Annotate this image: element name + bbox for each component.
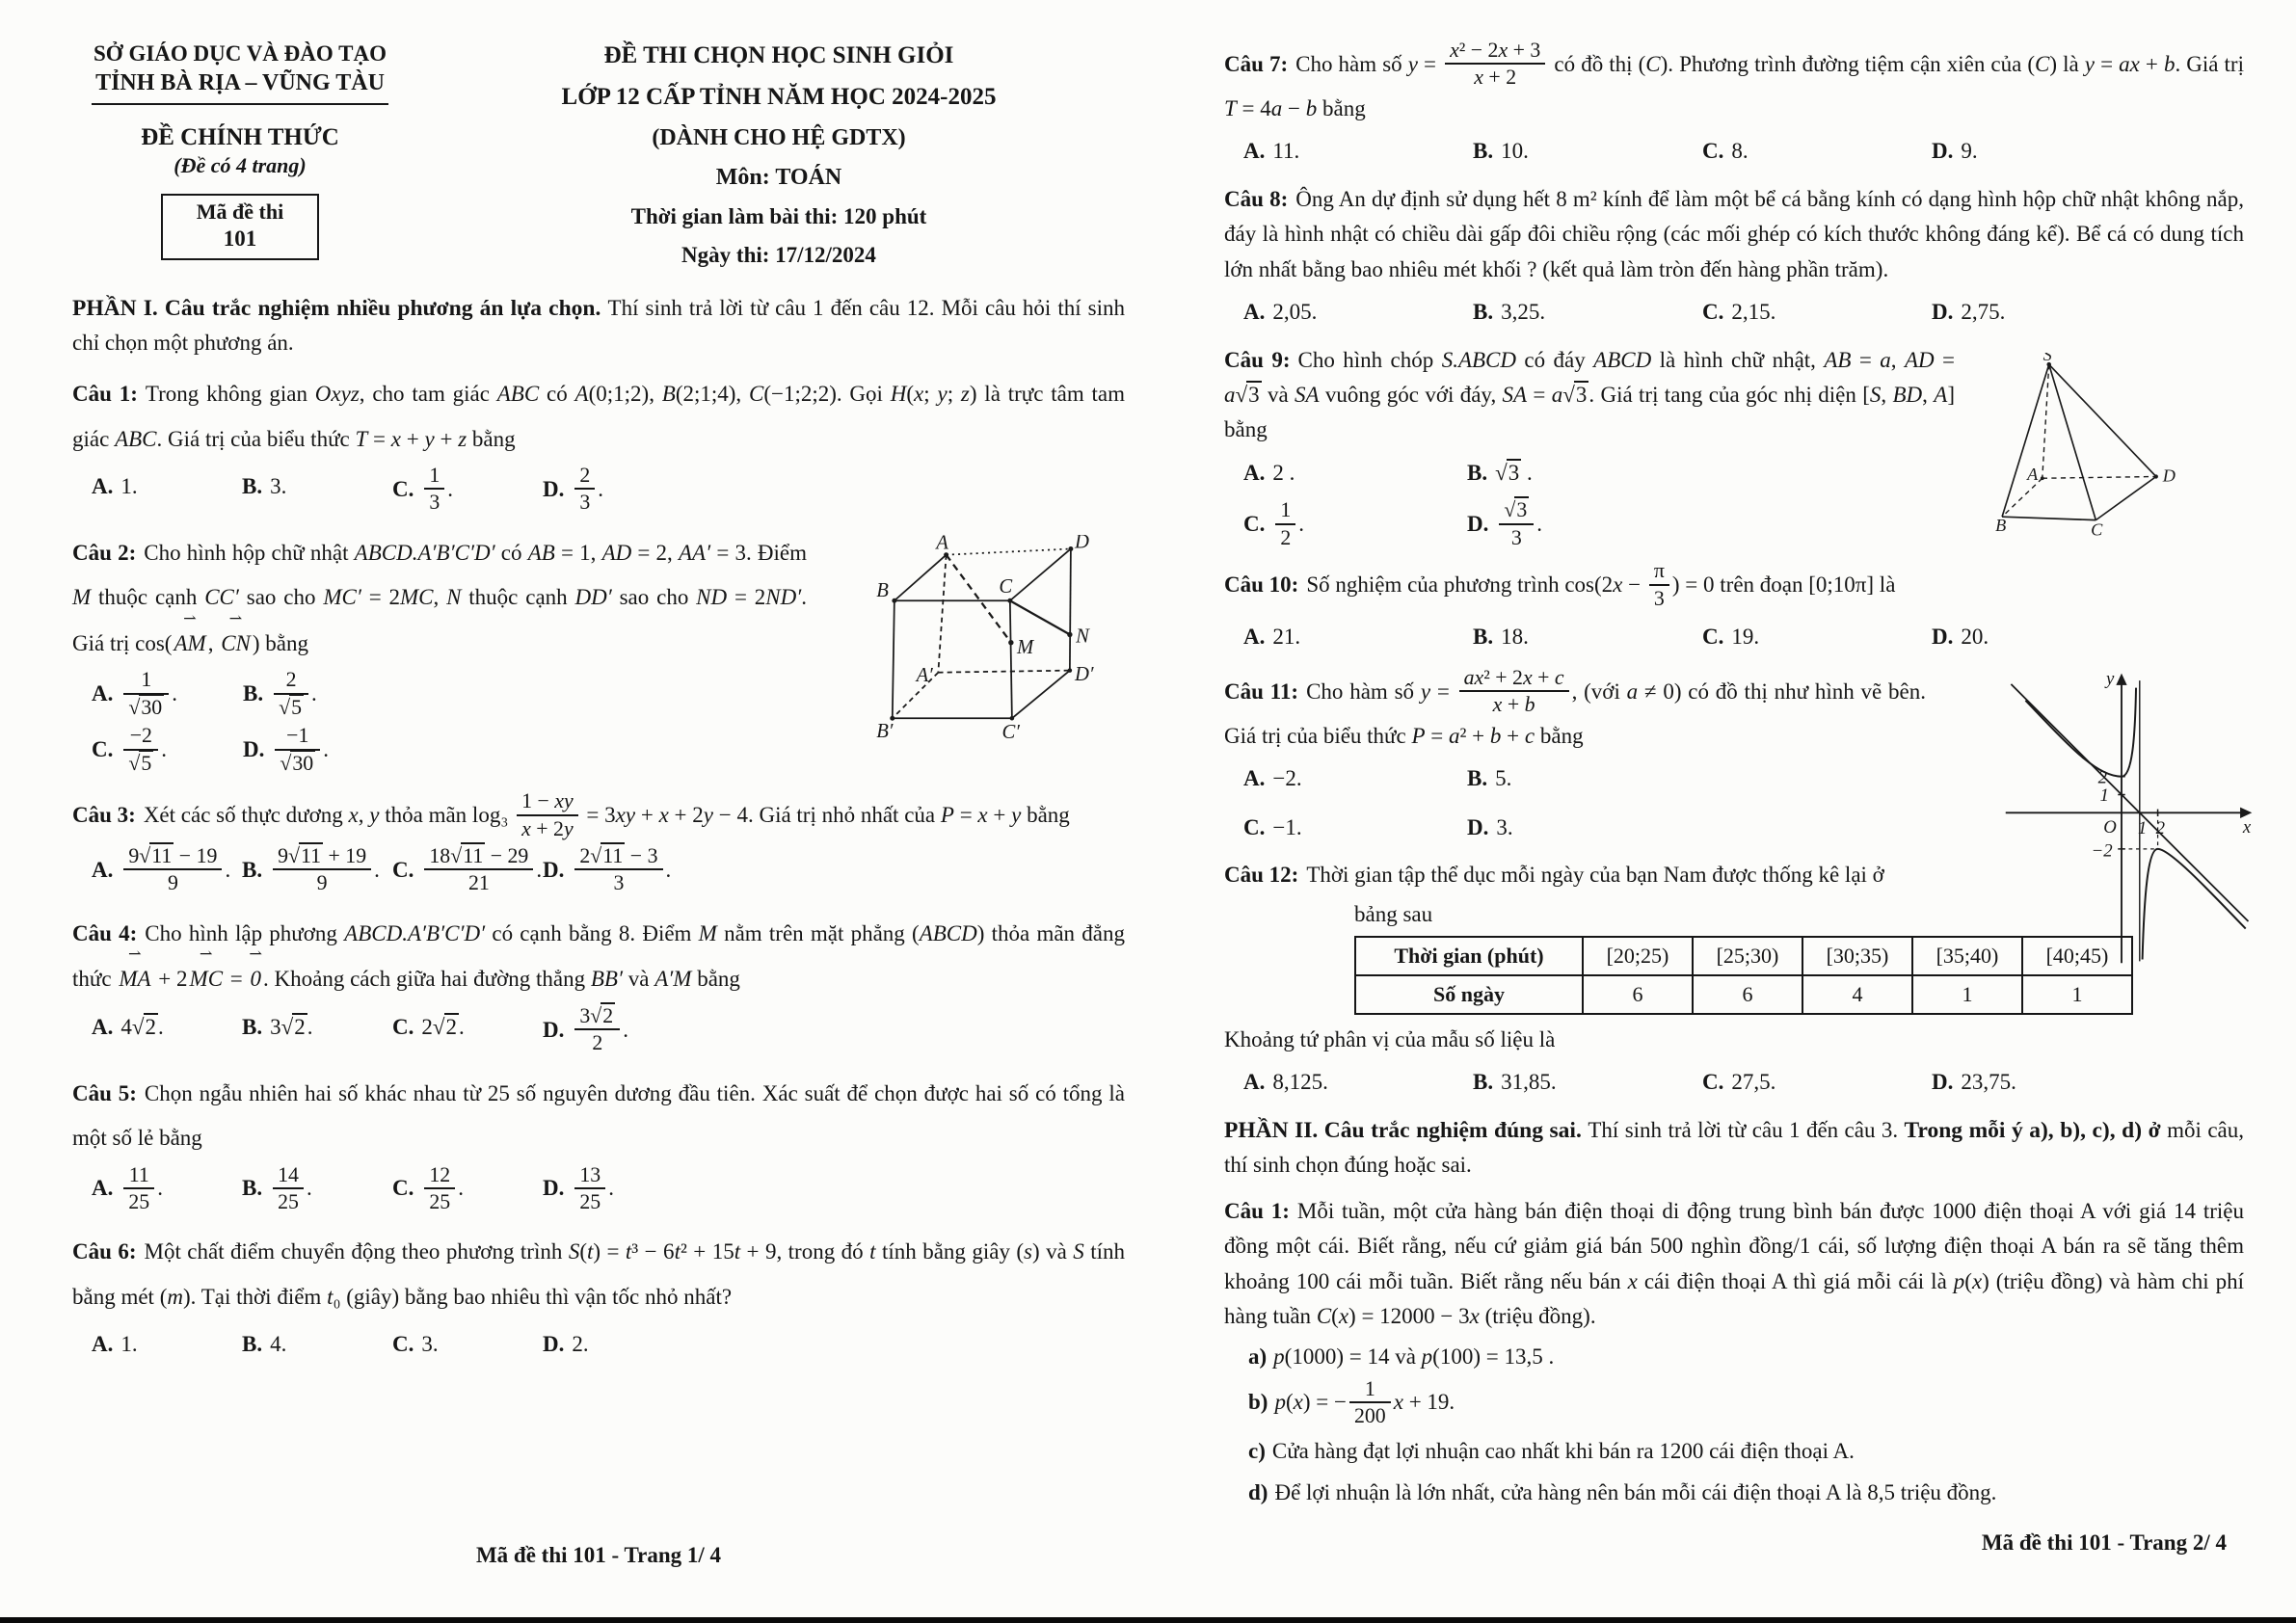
question-4-label: Câu 4: xyxy=(72,920,138,945)
q7-option-a xyxy=(1243,130,1473,173)
question-4-options xyxy=(72,1003,1125,1057)
exam-subject: Môn: TOÁN xyxy=(715,165,842,190)
pyramid-vertices xyxy=(2041,361,2158,479)
q4-option-c-value: 2√2. xyxy=(421,1014,465,1039)
q7-option-c-value: 8. xyxy=(1731,139,1749,164)
q11-option-a-key: A. xyxy=(1243,766,1266,790)
frequency-table xyxy=(1354,936,2133,1015)
question-7 xyxy=(1224,40,2244,173)
pyramid-labels xyxy=(1995,353,2176,537)
question-9 xyxy=(1224,343,2244,552)
q4-option-c-key: C. xyxy=(392,1014,414,1039)
pyramid-label-a: A xyxy=(2027,464,2039,484)
q7-option-b xyxy=(1473,130,1702,173)
page1-header xyxy=(72,40,1125,268)
q8-option-b-value: 3,25. xyxy=(1501,299,1546,324)
table-cell: [35;40) xyxy=(1912,937,2022,975)
q4-option-b-key: B. xyxy=(242,1014,263,1039)
part2-q1-item-c-key: c) xyxy=(1248,1439,1266,1464)
q5-option-a-value: $\frac{11}{25}$ . xyxy=(120,1176,163,1200)
question-11-body: Cho hàm số y = $\frac{\text{ax² + 2x + c}}{x + b}$ , (với a ≠ 0) có đồ thị như hình vẽ bên. Giá trị của biểu thức P = a² + b + c bằng xyxy=(1224,665,1926,748)
q5-option-a xyxy=(92,1162,242,1216)
q10-option-d xyxy=(1932,616,2161,658)
part2-question-1-text xyxy=(1224,1194,2244,1334)
q4-option-b-value: 3√2. xyxy=(270,1014,313,1039)
part1-heading-rest: Thí sinh trả lời từ câu 1 đến câu 12. Mỗi câu hỏi thí sinh chỉ chọn một phương án. xyxy=(72,296,1126,356)
question-10-label: Câu 10: xyxy=(1224,572,1299,597)
q2-option-d xyxy=(243,726,394,777)
q10-option-b-value: 18. xyxy=(1501,625,1529,650)
q2-option-b xyxy=(243,670,394,721)
table-cell: Số ngày xyxy=(1355,975,1583,1014)
part2-q1-item-d-key: d) xyxy=(1248,1479,1268,1504)
q5-option-b xyxy=(242,1162,392,1216)
table-cell: 1 xyxy=(1912,975,2022,1014)
q10-option-b xyxy=(1473,616,1702,658)
question-12-intro2: bảng sau xyxy=(1354,901,1433,926)
q10-option-d-key: D. xyxy=(1932,625,1954,650)
question-1-label: Câu 1: xyxy=(72,382,138,407)
question-9-body: Cho hình chóp S.ABCD có đáy ABCD là hình chữ nhật, AB = a, AD = a√3 và SA vuông góc với đáy, SA = a√3. Giá trị tang của góc nhị diện [S, BD, A] bằng xyxy=(1224,347,1955,442)
q6-option-c xyxy=(392,1323,543,1366)
page-2 xyxy=(1224,39,2252,1521)
q2-option-c-key: C. xyxy=(92,736,114,761)
q5-option-b-value: $\frac{14}{25}$ . xyxy=(270,1176,312,1200)
q11-option-d-key: D. xyxy=(1467,814,1489,839)
cuboid-label-b: B xyxy=(876,579,889,601)
exam-code-box xyxy=(161,194,319,260)
q3-option-a xyxy=(92,843,242,897)
question-2-options xyxy=(72,670,419,777)
question-6-label: Câu 6: xyxy=(72,1239,137,1264)
q8-option-d-key: D. xyxy=(1932,299,1954,324)
q9-option-c-value: $\frac{1}{2}$ . xyxy=(1272,512,1304,536)
q5-option-d-key: D. xyxy=(543,1176,565,1201)
q7-option-b-key: B. xyxy=(1473,139,1494,164)
q10-option-c xyxy=(1702,616,1932,658)
question-10 xyxy=(1224,561,2244,658)
exam-date: Ngày thi: 17/12/2024 xyxy=(681,243,876,267)
cuboid-label-m: M xyxy=(1017,636,1034,658)
question-5-body: Chọn ngẫu nhiên hai số khác nhau từ 25 số nguyên dương đầu tiên. Xác suất để chọn được hai số có tổng là một số lẻ bằng xyxy=(72,1080,1125,1151)
q12-option-d-key: D. xyxy=(1932,1070,1954,1095)
q4-option-a-key: A. xyxy=(92,1014,114,1039)
cuboid-vertices xyxy=(890,546,1073,721)
q12-option-b xyxy=(1473,1061,1702,1104)
table-cell: [30;35) xyxy=(1802,937,1912,975)
pages-note: (Đề có 4 trang) xyxy=(174,152,307,177)
graph-tick-y2: 2 xyxy=(2097,767,2107,788)
question-10-body: Số nghiệm của phương trình cos(2x − $\frac{\pi}{3}$ ) = 0 trên đoạn [0;10π] là xyxy=(1306,559,1896,610)
q10-option-c-value: 19. xyxy=(1731,625,1760,650)
q2-option-d-value: $\frac{-1}{√30}$ . xyxy=(272,737,329,761)
part2-question-1-label: Câu 1: xyxy=(1224,1199,1290,1224)
graph-label-o: O xyxy=(2103,816,2117,838)
q4-option-d xyxy=(543,1003,693,1057)
q9-option-d-value: $\frac{√3}{3}$ . xyxy=(1496,512,1542,536)
pyramid-label-c: C xyxy=(2091,519,2103,537)
question-12-options xyxy=(1224,1061,2244,1104)
part2-q1-item-a-text: p(1000) = 14 và p(100) = 13,5 . xyxy=(1273,1344,1555,1370)
issuer-line1: SỞ GIÁO DỤC VÀ ĐÀO TẠO xyxy=(93,41,387,66)
q12-option-c-value: 27,5. xyxy=(1731,1070,1776,1095)
q6-option-b-value: 4. xyxy=(270,1332,287,1357)
question-11-label: Câu 11: xyxy=(1224,678,1299,704)
q11-option-d xyxy=(1467,807,1691,849)
q4-option-b xyxy=(242,1006,392,1057)
q9-option-a-value: 2 . xyxy=(1272,460,1295,485)
graph-tick-x1: 1 xyxy=(2137,817,2148,838)
official-exam-label: ĐỀ CHÍNH THỨC xyxy=(141,123,339,150)
q8-option-d xyxy=(1932,291,2161,333)
q1-option-d xyxy=(543,463,693,517)
question-6-text xyxy=(72,1230,1125,1319)
q2-option-a xyxy=(92,670,243,721)
part2-question-1-body: Mỗi tuần, một cửa hàng bán điện thoại di động trung bình bán được 1000 điện thoại A với giá 14 triệu đồng một cái. Biết rằng, nếu cứ giảm giá bán 500 nghìn đồng/1 cái, số lượng điện thoại A bán ra sẽ tăng thêm khoảng 100 cái mỗi tuần. Biết rằng nếu bán x cái điện thoại A thì giá mỗi cái là p(x) (triệu đồng) và hàm chi phí hàng tuần C(x) = 12000 − 3x (triệu đồng). xyxy=(1224,1199,2244,1329)
question-8-text xyxy=(1224,182,2244,287)
q12-option-d-value: 23,75. xyxy=(1961,1070,2016,1095)
part2-q1-item-c xyxy=(1224,1432,2244,1470)
q12-option-c-key: C. xyxy=(1702,1070,1724,1095)
question-5 xyxy=(72,1072,1125,1216)
q3-option-a-key: A. xyxy=(92,857,114,882)
q1-option-d-key: D. xyxy=(543,476,565,501)
q3-option-c xyxy=(392,843,543,897)
q3-option-d-value: $\frac{2√11 - 3}{3}$ . xyxy=(572,858,671,882)
exam-title-block xyxy=(433,40,1125,268)
q8-option-b xyxy=(1473,291,1702,333)
table-cell: 6 xyxy=(1693,975,1802,1014)
q8-option-a xyxy=(1243,291,1473,333)
q1-option-a xyxy=(92,466,242,517)
part2-heading-bold2: Trong mỗi ý a), b), c), d) ở xyxy=(1904,1118,2168,1144)
q12-option-a-key: A. xyxy=(1243,1070,1266,1095)
q9-option-b-key: B. xyxy=(1467,460,1488,485)
graph-label-x: x xyxy=(2242,816,2252,838)
question-4-text xyxy=(72,912,1125,1002)
q1-option-c-key: C. xyxy=(392,476,414,501)
q2-option-a-value: $\frac{1}{√30}$ . xyxy=(120,681,177,705)
q6-option-d-value: 2. xyxy=(572,1332,589,1357)
question-7-options xyxy=(1224,130,2244,173)
question-4 xyxy=(72,912,1125,1057)
question-3-options xyxy=(72,843,1125,897)
question-12-text xyxy=(1224,858,2244,892)
cuboid-label-c: C xyxy=(999,575,1013,598)
issuer-underlined: TỈNH BÀ RỊA – VŨNG TÀU xyxy=(92,68,388,105)
q7-option-d-value: 9. xyxy=(1961,139,1978,164)
q9-option-d xyxy=(1467,500,1691,551)
q11-option-d-value: 3. xyxy=(1496,814,1513,839)
graph-tick-x2: 2 xyxy=(2155,817,2166,838)
q6-option-b xyxy=(242,1323,392,1366)
part2-q1-item-d xyxy=(1224,1474,2244,1511)
q1-option-c-value: $\frac{1}{3}$ . xyxy=(421,477,453,501)
q5-option-c xyxy=(392,1162,543,1216)
q5-option-c-key: C. xyxy=(392,1176,414,1201)
q10-option-c-key: C. xyxy=(1702,625,1724,650)
pyramid-figure xyxy=(1995,353,2188,543)
q11-option-c-value: −1. xyxy=(1272,814,1302,839)
question-4-body: Cho hình lập phương ABCD.A′B′C′D′ có cạnh bằng 8. Điểm M nằm trên mặt phẳng (ABCD) thỏa mãn đẳng thức ⇀ MA + 2 ⇀ MC = ⇀ 0. Khoảng cách giữa hai đường thẳng BB′ và A′M bằng xyxy=(72,920,1125,992)
q3-option-a-value: $\frac{9√11 - 19}{9}$ . xyxy=(120,858,230,882)
q1-option-c xyxy=(392,463,543,517)
frequency-table-header-row xyxy=(1355,937,2132,975)
question-1-text xyxy=(72,372,1125,462)
q5-option-a-key: A. xyxy=(92,1176,114,1201)
q12-option-a xyxy=(1243,1061,1473,1104)
question-6-options xyxy=(72,1323,1125,1366)
q2-option-b-key: B. xyxy=(243,680,264,705)
q1-option-a-key: A. xyxy=(92,473,114,498)
q1-option-d-value: $\frac{2}{3}$ . xyxy=(572,477,603,501)
cuboid-label-d: D xyxy=(1075,534,1089,553)
exam-title-line3: (DÀNH CHO HỆ GDTX) xyxy=(652,125,906,150)
q6-option-c-value: 3. xyxy=(421,1332,439,1357)
table-cell: [20;25) xyxy=(1583,937,1693,975)
question-8-body: Ông An dự định sử dụng hết 8 m² kính để làm một bể cá bằng kính có dạng hình hộp chữ nhật không nắp, đáy là hình nhật có chiều dài gấp đôi chiều rộng (các mối ghép có kích thước không đáng kể). Bể cá có dung tích lớn nhất bằng bao nhiêu mét khối ? (kết quả làm tròn đến hàng phần trăm). xyxy=(1224,186,2244,281)
part1-heading-bold: PHẦN I. Câu trắc nghiệm nhiều phương án lựa chọn. xyxy=(72,296,608,321)
graph-label-y: y xyxy=(2106,668,2115,689)
question-3-label: Câu 3: xyxy=(72,802,136,827)
question-3 xyxy=(72,791,1125,897)
q8-option-a-value: 2,05. xyxy=(1272,299,1318,324)
q7-option-d-key: D. xyxy=(1932,139,1954,164)
question-2-body: Cho hình hộp chữ nhật ABCD.A′B′C′D′ có AB = 1, AD = 2, AA′ = 3. Điểm M thuộc cạnh CC′ sao cho MC′ = 2MC, N thuộc cạnh DD′ sao cho ND = 2ND′. Giá trị cos( ⇀ AM, ⇀ CN) bằng xyxy=(72,540,807,655)
part2-q1-item-b-key: b) xyxy=(1248,1390,1268,1415)
frequency-table-wrap xyxy=(1354,936,2244,1015)
exam-title-line1: ĐỀ THI CHỌN HỌC SINH GIỎI xyxy=(603,42,954,68)
q2-option-d-key: D. xyxy=(243,736,265,761)
q9-option-c-key: C. xyxy=(1243,512,1266,536)
exam-code-label: Mã đề thi xyxy=(196,199,284,224)
question-8 xyxy=(1224,182,2244,333)
part2-heading-bold: PHẦN II. Câu trắc nghiệm đúng sai. xyxy=(1224,1118,1589,1144)
cuboid-label-a2: A′ xyxy=(916,664,933,686)
q12-option-c xyxy=(1702,1061,1932,1104)
q6-option-a xyxy=(92,1323,242,1366)
pyramid-figure-svg xyxy=(1995,353,2188,537)
q11-option-b-value: 5. xyxy=(1495,766,1512,790)
q7-option-b-value: 10. xyxy=(1501,139,1529,164)
q7-option-a-key: A. xyxy=(1243,139,1266,164)
question-11 xyxy=(1224,665,2252,862)
question-11-options xyxy=(1224,758,1706,848)
cuboid-figure xyxy=(876,535,1096,745)
part2-q1-item-a xyxy=(1224,1338,2244,1375)
table-cell: 6 xyxy=(1583,975,1693,1014)
graph-tick-y1: 1 xyxy=(2099,785,2109,806)
part2-q1-item-d-text: Để lợi nhuận là lớn nhất, cửa hàng nên bán mỗi cái điện thoại A là 8,5 triệu đồng. xyxy=(1274,1479,1997,1504)
q10-option-a-key: A. xyxy=(1243,625,1266,650)
question-3-body: Xét các số thực dương x, y thỏa mãn log₃ $\frac{1 - xy}{x + 2y}$ = 3xy + x + 2y − 4. Giá trị nhỏ nhất của P = x + y bằng xyxy=(143,789,1070,840)
q4-option-d-value: $\frac{3√2}{2}$ . xyxy=(572,1018,628,1042)
q7-option-a-value: 11. xyxy=(1272,139,1300,164)
question-9-options xyxy=(1224,452,1706,552)
pyramid-label-b: B xyxy=(1995,515,2007,535)
cuboid-label-a: A xyxy=(936,534,948,554)
q6-option-a-value: 1. xyxy=(120,1332,138,1357)
q11-option-a-value: −2. xyxy=(1272,766,1302,790)
q8-option-c xyxy=(1702,291,1932,333)
table-cell: Thời gian (phút) xyxy=(1355,937,1583,975)
pyramid-edges xyxy=(2002,364,2156,519)
q8-option-b-key: B. xyxy=(1473,299,1494,324)
q6-option-d xyxy=(543,1323,693,1366)
cuboid-edges xyxy=(893,548,1071,718)
part2-question-1 xyxy=(1224,1194,2244,1511)
question-1 xyxy=(72,372,1125,517)
exam-code-value: 101 xyxy=(223,226,257,251)
q1-option-b-key: B. xyxy=(242,473,263,498)
q11-option-b xyxy=(1467,758,1691,800)
q8-option-a-key: A. xyxy=(1243,299,1266,324)
q8-option-c-value: 2,15. xyxy=(1731,299,1776,324)
q6-option-b-key: B. xyxy=(242,1332,263,1357)
q5-option-b-key: B. xyxy=(242,1176,263,1201)
cuboid-label-c2: C′ xyxy=(1001,721,1020,739)
q6-option-d-key: D. xyxy=(543,1332,565,1357)
part2-heading-rest2: mỗi câu, thí sinh chọn đúng hoặc sai. xyxy=(1224,1118,2244,1178)
q1-option-b xyxy=(242,466,392,517)
q12-option-b-value: 31,85. xyxy=(1501,1070,1557,1095)
q12-option-b-key: B. xyxy=(1473,1070,1494,1095)
question-5-label: Câu 5: xyxy=(72,1080,137,1105)
q9-option-c xyxy=(1243,500,1467,551)
q8-option-d-value: 2,75. xyxy=(1961,299,2006,324)
question-5-options xyxy=(72,1162,1125,1216)
question-1-options xyxy=(72,463,1125,517)
q12-option-d xyxy=(1932,1061,2161,1104)
part2-heading-rest: Thí sinh trả lời từ câu 1 đến câu 3. xyxy=(1588,1118,1905,1143)
q2-option-b-value: $\frac{2}{√5}$ . xyxy=(271,681,317,705)
question-12 xyxy=(1224,858,2244,1104)
question-9-label: Câu 9: xyxy=(1224,347,1291,372)
question-7-label: Câu 7: xyxy=(1224,51,1289,76)
question-1-body: Trong không gian Oxyz, cho tam giác ABC có A(0;1;2), B(2;1;4), C(−1;2;2). Gọi H(x; y; z) là trực tâm tam giác ABC. Giá trị của biểu thức T = x + y + z bằng xyxy=(72,382,1126,451)
q2-option-a-key: A. xyxy=(92,680,114,705)
question-10-options xyxy=(1224,616,2244,658)
question-6-body: Một chất điểm chuyển động theo phương trình S(t) = t³ − 6t² + 15t + 9, trong đó t tính bằng giây (s) và S tính bằng mét (m). Tại thời điểm t₀ (giây) bằng bao nhiêu thì vận tốc nhỏ nhất? xyxy=(72,1239,1125,1309)
q7-option-c xyxy=(1702,130,1932,173)
q10-option-d-value: 20. xyxy=(1961,625,1989,650)
question-6 xyxy=(72,1230,1125,1366)
q3-option-c-value: $\frac{18√11 - 29}{21}$ . xyxy=(421,858,542,882)
q10-option-a-value: 21. xyxy=(1272,625,1301,650)
question-12-intro: Thời gian tập thể dục mỗi ngày của bạn Nam được thống kê lại ở xyxy=(1306,863,1884,888)
exam-duration: Thời gian làm bài thi: 120 phút xyxy=(630,204,927,228)
part2-q1-item-c-text: Cửa hàng đạt lợi nhuận cao nhất khi bán ra 1200 cái điện thoại A. xyxy=(1271,1439,1855,1464)
question-2 xyxy=(72,531,1125,777)
q9-option-a xyxy=(1243,452,1467,494)
question-12-post: Khoảng tứ phân vị của mẫu số liệu là xyxy=(1224,1027,1556,1052)
question-12-label: Câu 12: xyxy=(1224,863,1299,888)
q2-option-c-value: $\frac{-2}{√5}$ . xyxy=(120,737,167,761)
issuer-line2 xyxy=(72,68,408,105)
question-10-text xyxy=(1224,561,2244,612)
q9-option-b-value: √3 . xyxy=(1495,460,1533,485)
q3-option-b-value: $\frac{9√11 + 19}{9}$ . xyxy=(270,858,380,882)
issuer-block xyxy=(72,40,408,268)
q11-option-b-key: B. xyxy=(1467,766,1488,790)
cuboid-figure-svg xyxy=(876,535,1096,739)
part2-q1-item-b-text: p(x) = − $\frac{1}{200}$ x + 19. xyxy=(1274,1376,1455,1427)
question-3-text xyxy=(72,791,1125,842)
q1-option-a-value: 1. xyxy=(120,473,138,498)
q9-option-a-key: A. xyxy=(1243,460,1266,485)
q3-option-b-key: B. xyxy=(242,857,263,882)
cuboid-label-d2: D′ xyxy=(1075,663,1094,685)
q2-option-c xyxy=(92,726,243,777)
frequency-table-value-row xyxy=(1355,975,2132,1014)
q10-option-a xyxy=(1243,616,1473,658)
graph-tick-ym2: −2 xyxy=(2091,840,2113,862)
table-cell: [40;45) xyxy=(2022,937,2132,975)
table-cell: [25;30) xyxy=(1693,937,1802,975)
q12-option-a-value: 8,125. xyxy=(1272,1070,1328,1095)
q7-option-c-key: C. xyxy=(1702,139,1724,164)
q11-option-c-key: C. xyxy=(1243,814,1266,839)
q6-option-c-key: C. xyxy=(392,1332,414,1357)
question-7-body: Cho hàm số y = $\frac{\text{x² − 2x + 3}}{x + 2}$ có đồ thị (C). Phương trình đường tiệm cận xiên của (C) là y = ax + b. Giá trị T = 4a − b bằng xyxy=(1224,39,2244,120)
q11-option-c xyxy=(1243,807,1467,849)
question-8-options xyxy=(1224,291,2244,333)
pyramid-label-d: D xyxy=(2162,466,2176,486)
question-8-label: Câu 8: xyxy=(1224,186,1289,211)
q5-option-d-value: $\frac{13}{25}$ . xyxy=(572,1176,614,1200)
q6-option-a-key: A. xyxy=(92,1332,114,1357)
q4-option-c xyxy=(392,1006,543,1057)
page2-footer: Mã đề thi 101 - Trang 2/ 4 xyxy=(1981,1530,2227,1555)
page1-footer: Mã đề thi 101 - Trang 1/ 4 xyxy=(475,1543,722,1567)
graph-labels xyxy=(2092,669,2252,861)
q10-option-b-key: B. xyxy=(1473,625,1494,650)
part1-heading xyxy=(72,291,1125,360)
q3-option-d xyxy=(543,843,693,897)
q7-option-d xyxy=(1932,130,2161,173)
part2-q1-item-a-key: a) xyxy=(1248,1344,1268,1370)
q5-option-d xyxy=(543,1162,693,1216)
q9-option-b xyxy=(1467,452,1691,494)
exam-title-line2: LỚP 12 CẤP TỈNH NĂM HỌC 2024-2025 xyxy=(561,84,997,110)
question-7-text xyxy=(1224,40,2244,126)
q3-option-b xyxy=(242,843,392,897)
q9-option-d-key: D. xyxy=(1467,512,1489,536)
cuboid-label-b2: B′ xyxy=(876,720,894,739)
q8-option-c-key: C. xyxy=(1702,299,1724,324)
q3-option-c-key: C. xyxy=(392,857,414,882)
q4-option-a-value: 4√2. xyxy=(120,1014,164,1039)
question-5-text xyxy=(72,1072,1125,1161)
pyramid-label-s: S xyxy=(2042,352,2052,364)
q1-option-b-value: 3. xyxy=(270,473,287,498)
q4-option-a xyxy=(92,1006,242,1057)
cuboid-label-n: N xyxy=(1076,625,1089,648)
page-1 xyxy=(72,40,1125,1380)
table-cell: 1 xyxy=(2022,975,2132,1014)
part2-q1-item-b xyxy=(1224,1376,2244,1430)
table-cell: 4 xyxy=(1802,975,1912,1014)
q5-option-c-value: $\frac{12}{25}$ . xyxy=(421,1176,464,1200)
cuboid-labels xyxy=(876,535,1094,739)
q4-option-d-key: D. xyxy=(543,1017,565,1042)
q3-option-d-key: D. xyxy=(543,857,565,882)
scan-bottom-edge xyxy=(0,1617,2296,1623)
question-2-label: Câu 2: xyxy=(72,540,137,565)
q11-option-a xyxy=(1243,758,1467,800)
part2-heading xyxy=(1224,1113,2244,1183)
